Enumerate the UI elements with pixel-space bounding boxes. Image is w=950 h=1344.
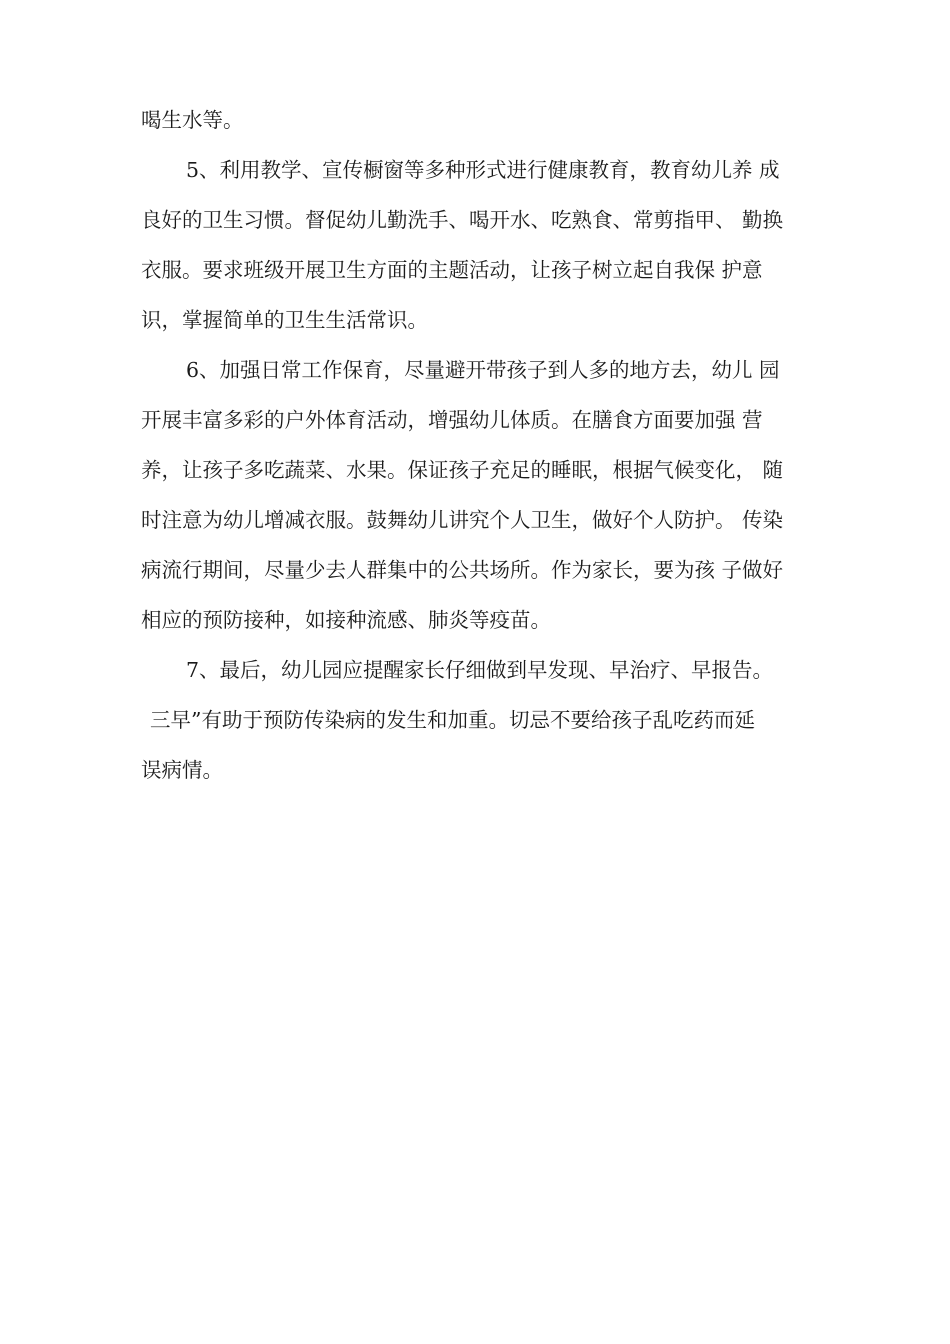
paragraph-5-line: 识，掌握简单的卫生生活常识。 [141, 308, 428, 332]
paragraph-7-line: 误病情。 [141, 758, 223, 782]
paragraph-6-line: 开展丰富多彩的户外体育活动，增强幼儿体质。在膳食方面要加强 营 [141, 408, 763, 432]
paragraph-6-line: 时注意为幼儿增减衣服。鼓舞幼儿讲究个人卫生，做好个人防护。 传染 [141, 508, 784, 532]
paragraph-7-line: 7、最后，幼儿园应提醒家长仔细做到早发现、早治疗、早报告。 [186, 658, 774, 682]
paragraph-5-line: 良好的卫生习惯。督促幼儿勤洗手、喝开水、吃熟食、常剪指甲、 勤换 [141, 208, 784, 232]
paragraph-5-line: 衣服。要求班级开展卫生方面的主题活动，让孩子树立起自我保 护意 [141, 258, 763, 282]
paragraph-5-line: 5、利用教学、宣传橱窗等多种形式进行健康教育，教育幼儿养 成 [186, 158, 780, 182]
paragraph-7-line: 三早”有助于预防传染病的发生和加重。切忌不要给孩子乱吃药而延 [150, 708, 755, 732]
paragraph-6-line: 6、加强日常工作保育，尽量避开带孩子到人多的地方去，幼儿 园 [186, 358, 780, 382]
paragraph-6-line: 病流行期间，尽量少去人群集中的公共场所。作为家长，要为孩 子做好 [141, 558, 784, 582]
paragraph-6-line: 相应的预防接种，如接种流感、肺炎等疫苗。 [141, 608, 551, 632]
text-line: 喝生水等。 [141, 108, 244, 132]
paragraph-6-line: 养，让孩子多吃蔬菜、水果。保证孩子充足的睡眠，根据气候变化， 随 [141, 458, 784, 482]
